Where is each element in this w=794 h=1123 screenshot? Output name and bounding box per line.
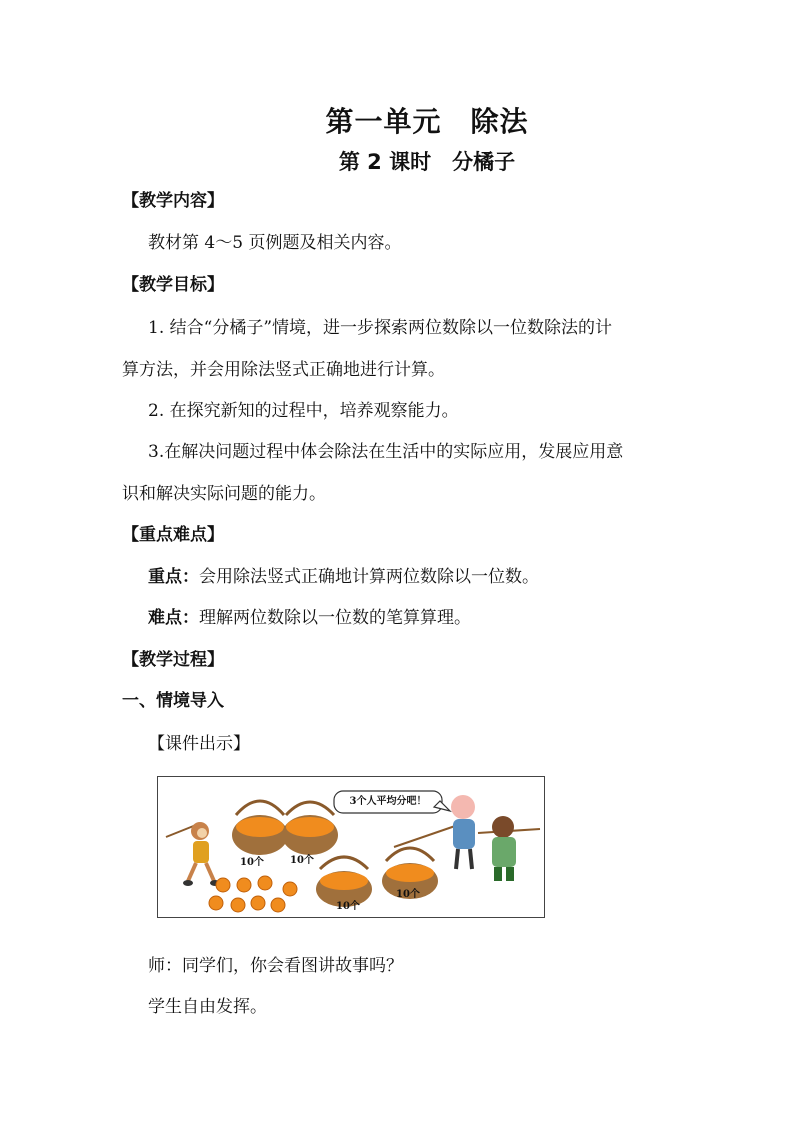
basket-label-4: 10个 [396, 889, 420, 900]
basket-label-2: 10个 [290, 855, 314, 866]
goal2-text: 2. 在探究新知的过程中，培养观察能力。 [148, 401, 459, 421]
goal3-line1: 3.在解决问题过程中体会除法在生活中的实际应用，发展应用意 [148, 442, 624, 462]
step1-heading: 一、情境导入 [122, 691, 224, 711]
basket-1 [232, 801, 288, 855]
loose-oranges [209, 876, 297, 912]
goal3-line2: 识和解决实际问题的能力。 [122, 484, 326, 504]
student-line: 学生自由发挥。 [148, 997, 267, 1017]
basket-label-3: 10个 [336, 901, 360, 912]
lesson-subtitle: 第 2 课时 分橘子 [338, 150, 516, 174]
content-heading: 【教学内容】 [122, 191, 224, 211]
goal1-line1: 1. 结合“分橘子”情境，进一步探索两位数除以一位数除法的计 [148, 318, 613, 338]
difficult-text: 理解两位数除以一位数的笔算算理。 [199, 608, 471, 628]
teacher-line: 师：同学们，你会看图讲故事吗？ [148, 956, 403, 976]
basket-label-1: 10个 [240, 857, 264, 868]
page-title: 第一单元 除法 [325, 105, 529, 138]
goal1-line2: 算方法，并会用除法竖式正确地进行计算。 [122, 360, 445, 380]
content-text: 教材第 4～5 页例题及相关内容。 [148, 233, 402, 253]
illustration-figure [157, 776, 545, 918]
difficult-label: 难点： [148, 608, 199, 628]
courseware-label: 【课件出示】 [148, 734, 250, 754]
key-point [148, 566, 539, 588]
basket-2 [282, 802, 338, 855]
speech-bubble-text: 3个人平均分吧！ [349, 796, 427, 807]
keypoints-heading: 【重点难点】 [122, 525, 224, 545]
monkey-character [166, 822, 220, 886]
key-text: 会用除法竖式正确地计算两位数除以一位数。 [199, 567, 539, 587]
process-heading: 【教学过程】 [122, 650, 224, 670]
goals-heading: 【教学目标】 [122, 275, 224, 295]
key-label: 重点： [148, 567, 199, 587]
monk-character [478, 816, 540, 881]
difficult-point [148, 607, 471, 629]
